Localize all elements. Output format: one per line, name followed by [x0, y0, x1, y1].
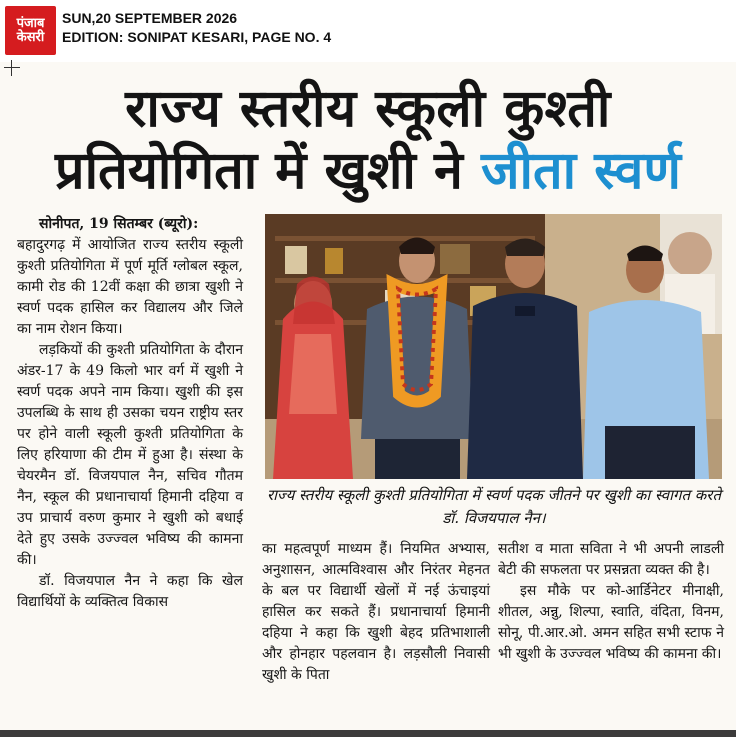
article-paragraph-1: बहादुरगढ़ में आयोजित राज्य स्तरीय स्कूली कुश्ती प्रतियोगिता में पूर्ण मूर्ति ग्लोबल स्कूल, कामी रोड की 12वीं कक्षा की छात्रा खुशी ने स्वर्ण पदक हासिल कर विद्यालय और जिले का नाम रोशन किया। [17, 237, 243, 337]
bottom-rule [0, 730, 736, 737]
article-column-2 [262, 539, 490, 686]
photo-illustration [265, 214, 722, 479]
article-dateline: सोनीपत, 19 सितम्बर (ब्यूरो): [39, 216, 199, 232]
article-paragraph-4: का महत्वपूर्ण माध्यम हैं। नियमित अभ्यास, अनुशासन, आत्मविश्वास और निरंतर मेहनत के बल पर विद्यार्थी खेलों में नई ऊंचाइयां हासिल कर सकते हैं। प्रधानाचार्या हिमानी दहिया ने कहा कि खुशी बेहद प्रतिभाशाली और होनहार पहलवान है। लड़सौली निवासी खुशी के पिता [262, 541, 490, 683]
newspaper-logo [5, 6, 56, 55]
masthead [0, 0, 736, 62]
headline-line-2-part-1: प्रतियोगिता में खुशी ने [55, 141, 481, 201]
headline-highlight: जीता स्वर्ण [480, 141, 681, 201]
article-paragraph-6: इस मौके पर को-आर्डिनेटर मीनाक्षी, शीतल, अन्नु, शिल्पा, स्वाति, वंदिता, विनम, सोनू, पी.आर.ओ. अमन सहित सभी स्टाफ ने भी खुशी के उज्ज्वल भविष्य की कामना की। [498, 583, 724, 662]
edition-date: SUN,20 SEPTEMBER 2026 [62, 10, 238, 26]
article-paragraph-2: लड़कियों की कुश्ती प्रतियोगिता के दौरान अंडर-17 के 49 किलो भार वर्ग में खुशी ने स्वर्ण पदक अपने नाम किया। खुशी की इस उपलब्धि के साथ ही उसका चयन राष्ट्रीय स्तर पर होने वाली स्कूली कुश्ती प्रतियोगिता के लिए हरियाणा की टीम में हुआ है। संस्था के चेयरमैन डॉ. विजयपाल नैन, सचिव गौतम नैन, स्कूल की प्रधानाचार्या हिमानी दहिया व उप प्राचार्य वरुण कुमार ने खुशी को बधाई देते हुए उसके उज्ज्वल भविष्य की कामना की। [17, 342, 243, 568]
article-paragraph-5: सतीश व माता सविता ने भी अपनी लाडली बेटी की सफलता पर प्रसन्नता व्यक्त की है। [498, 541, 724, 578]
article-column-3 [498, 539, 724, 665]
article-column-1 [17, 214, 243, 613]
headline-line-1: राज्य स्तरीय स्कूली कुश्ती [125, 79, 611, 139]
article-paragraph-3: डॉ. विजयपाल नैन ने कहा कि खेल विद्यार्थियों के व्यक्तित्व विकास [17, 573, 243, 610]
edition-info: EDITION: SONIPAT KESARI, PAGE NO. 4 [62, 29, 332, 45]
headline-line-2 [0, 140, 736, 202]
logo-line-1: पंजाब [16, 15, 45, 31]
logo-line-2: केसरी [16, 29, 45, 45]
photo-caption: राज्य स्तरीय स्कूली कुश्ती प्रतियोगिता में स्वर्ण पदक जीतने पर खुशी का स्वागत करते डॉ. विजयपाल नैन। [266, 486, 721, 527]
crop-mark-icon [4, 60, 20, 76]
news-photo [265, 214, 722, 479]
edition-meta [62, 9, 331, 47]
